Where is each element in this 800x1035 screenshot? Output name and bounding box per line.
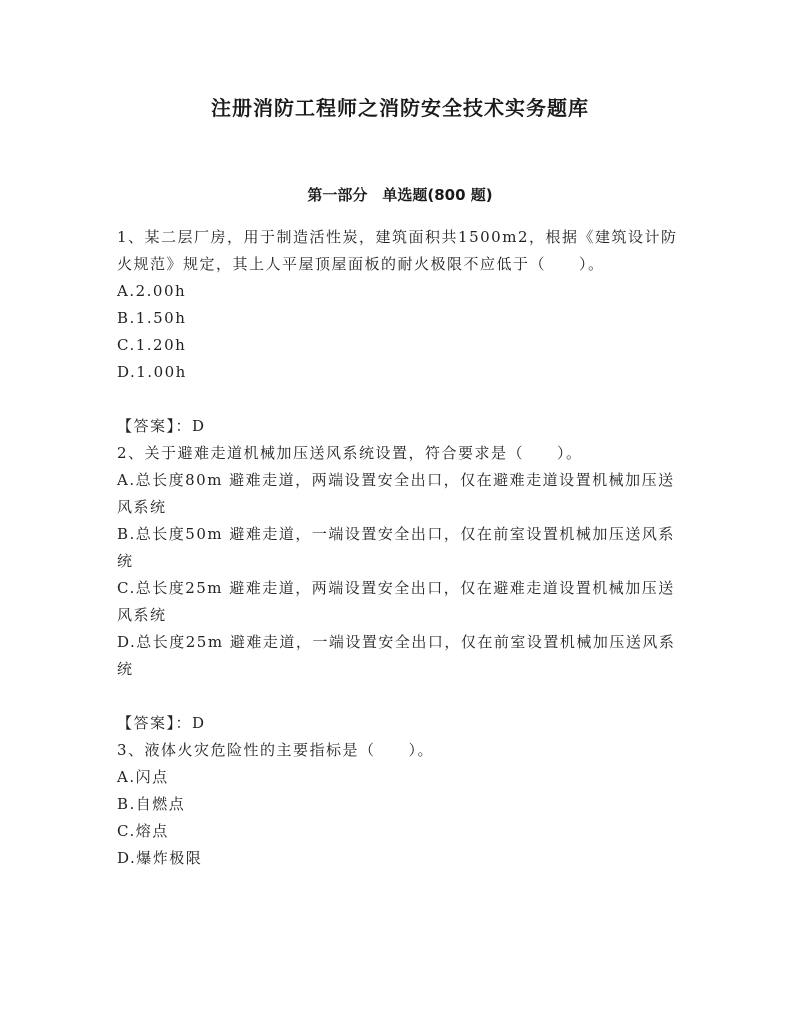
option-a: A.总长度80m 避难走道，两端设置安全出口，仅在避难走道设置机械加压送风系统 <box>117 471 675 516</box>
option-c: C.1.20h <box>117 336 187 354</box>
option-d: D.总长度25m 避难走道，一端设置安全出口，仅在前室设置机械加压送风系统 <box>117 633 676 678</box>
option-b: B.1.50h <box>117 309 187 327</box>
option-b: B.自燃点 <box>117 795 186 813</box>
question-2 <box>117 440 687 737</box>
option-d: D.爆炸极限 <box>117 849 203 867</box>
option-d: D.1.00h <box>117 363 187 381</box>
option-c: C.熔点 <box>117 822 169 840</box>
option-a: A.2.00h <box>117 282 187 300</box>
option-b: B.总长度50m 避难走道，一端设置安全出口，仅在前室设置机械加压送风系统 <box>117 525 675 570</box>
option-a: A.闪点 <box>117 768 169 786</box>
question-stem: 2、关于避难走道机械加压送风系统设置，符合要求是（ ）。 <box>117 444 583 462</box>
option-c: C.总长度25m 避难走道，两端设置安全出口，仅在避难走道设置机械加压送风系统 <box>117 579 675 624</box>
answer-line: 【答案】：D <box>117 417 206 435</box>
question-list <box>117 224 687 872</box>
question-stem: 1、某二层厂房，用于制造活性炭，建筑面积共1500m2，根据《建筑设计防火规范》规定，其上人平屋顶屋面板的耐火极限不应低于（ ）。 <box>117 228 678 273</box>
question-3 <box>117 737 687 872</box>
question-1 <box>117 224 687 440</box>
answer-line: 【答案】：D <box>117 714 206 732</box>
section-title: 第一部分 单选题(800 题) <box>307 186 493 204</box>
question-stem: 3、液体火灾危险性的主要指标是（ ）。 <box>117 741 435 759</box>
document-title: 注册消防工程师之消防安全技术实务题库 <box>211 96 589 120</box>
